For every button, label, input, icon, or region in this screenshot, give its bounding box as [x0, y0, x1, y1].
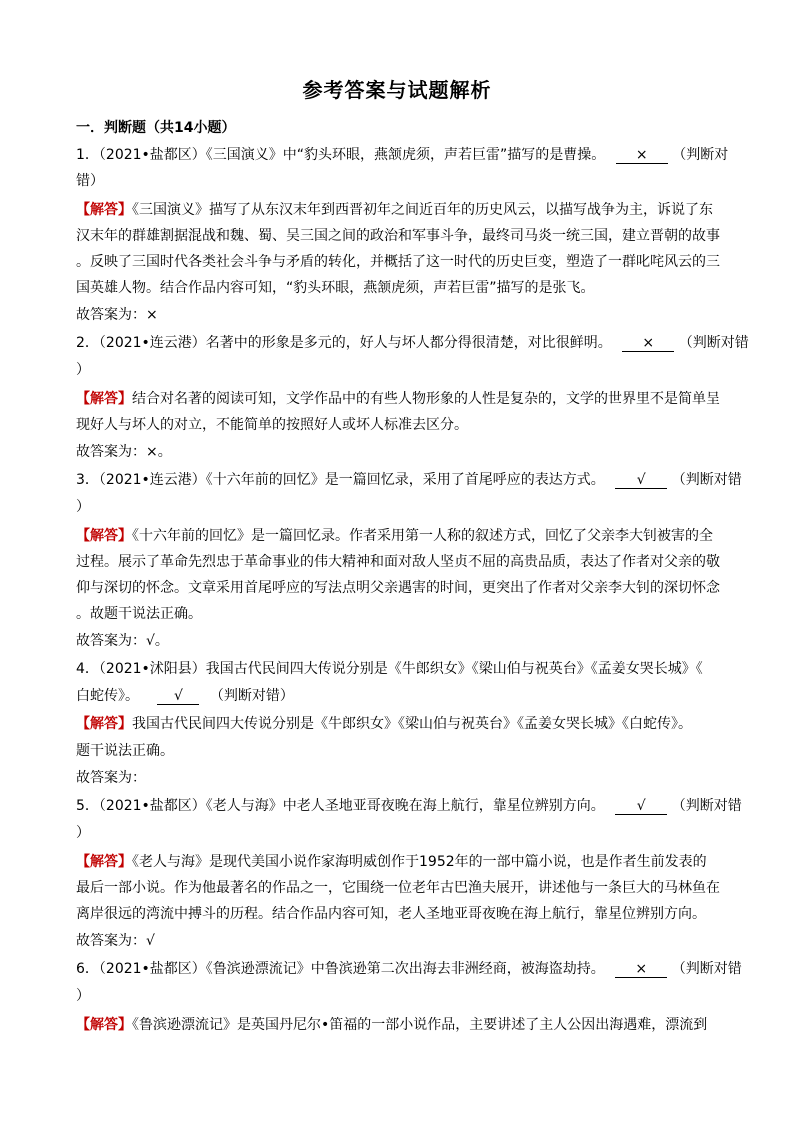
question-1-line-2: 错）: [76, 173, 104, 189]
question-2-solution-line-1: [76, 389, 720, 409]
question-4-solution-line-2: 题干说法正确。: [76, 743, 174, 759]
question-6-line-2: ）: [76, 988, 90, 1004]
question-3-answer-blank: √: [615, 472, 667, 489]
question-3-solution-line-3: 仰与深切的怀念。文章采用首尾呼应的写法点明父亲遇害的时间，更突出了作者对父亲李大钊的深切怀念: [76, 580, 720, 596]
question-3-line-1: [76, 470, 742, 490]
question-1-answer-blank: ×: [616, 147, 668, 164]
question-6-solution-line-1: [76, 1015, 707, 1035]
question-5-solution-line-3: 离岸很远的湾流中搏斗的历程。结合作品内容可知，老人圣地亚哥夜晚在海上航行，靠星位辨别方向。: [76, 906, 706, 922]
question-3-answer-line: 故答案为：√。: [76, 633, 169, 649]
question-5-suffix: （判断对错: [671, 798, 742, 814]
question-1-solution-line-1: [76, 200, 713, 220]
section-title: 一．判断题（共14小题）: [76, 120, 236, 136]
question-2-answer-blank: ×: [622, 335, 674, 352]
question-1-solution-line-3: 。反映了三国时代各类社会斗争与矛盾的转化，并概括了这一时代的历史巨变，塑造了一群叱咤风云的三: [76, 254, 720, 270]
question-2-solution-line-2: 现好人与坏人的对立，不能简单的按照好人或坏人标准去区分。: [76, 417, 468, 433]
question-5-answer-line: 故答案为：√: [76, 933, 155, 949]
question-4-suffix: （判断对错）: [209, 688, 294, 704]
question-2-line-2: ）: [76, 362, 90, 378]
question-6-suffix: （判断对错: [671, 961, 742, 977]
solution-label: 【解答】: [76, 854, 132, 870]
question-3-solution-line-1: [76, 526, 713, 546]
question-3-suffix: （判断对错: [671, 472, 742, 488]
question-1-solution-line-2: 汉末年的群雄割据混战和魏、蜀、吴三国之间的政治和军事斗争，最终司马炎一统三国，建立晋朝的故事: [76, 228, 720, 244]
solution-label: 【解答】: [76, 391, 132, 407]
solution-text: 结合对名著的阅读可知，文学作品中的有些人物形象的人性是复杂的，文学的世界里不是简单呈: [132, 391, 720, 407]
solution-text: 我国古代民间四大传说分别是《牛郎织女》《梁山伯与祝英台》《孟姜女哭长城》《白蛇传》。: [132, 716, 692, 732]
solution-label: 【解答】: [76, 528, 132, 544]
question-3-line-2: ）: [76, 499, 90, 515]
question-1-solution-line-4: 国英雄人物。结合作品内容可知，“豹头环眼，燕颔虎须，声若巨雷”描写的是张飞。: [76, 280, 595, 296]
solution-text: 《鲁滨逊漂流记》是英国丹尼尔•笛福的一部小说作品，主要讲述了主人公因出海遇难，漂流到: [132, 1017, 708, 1033]
question-5-solution-line-2: 最后一部小说。作为他最著名的作品之一，它围绕一位老年古巴渔夫展开，讲述他与一条巨大的马林鱼在: [76, 880, 720, 896]
question-4-solution-line-1: [76, 714, 692, 734]
question-4-line-1: 4．（2021•沭阳县）我国古代民间四大传说分别是《牛郎织女》《梁山伯与祝英台》《孟姜女哭长城》《: [76, 661, 703, 677]
solution-text: 《三国演义》描写了从东汉末年到西晋初年之间近百年的历史风云，以描写战争为主，诉说了东: [132, 202, 713, 218]
question-4-line-2: [76, 686, 294, 706]
question-5-line-2: ）: [76, 825, 90, 841]
page-title: 参考答案与试题解析: [302, 78, 492, 102]
question-5-text: 5．（2021•盐都区）《老人与海》中老人圣地亚哥夜晚在海上航行，靠星位辨别方向。: [76, 798, 605, 814]
question-2-line-1: [76, 333, 749, 353]
solution-label: 【解答】: [76, 1017, 132, 1033]
question-6-text: 6．（2021•盐都区）《鲁滨逊漂流记》中鲁滨逊第二次出海去非洲经商，被海盗劫持。: [76, 961, 605, 977]
question-1-suffix: （判断对: [672, 147, 729, 163]
question-1-answer-line: 故答案为：×: [76, 307, 158, 323]
question-4-text-end: 白蛇传》。: [76, 688, 139, 704]
question-2-suffix: （判断对错: [678, 335, 749, 351]
question-1-text: 1．（2021•盐都区）《三国演义》中“豹头环眼，燕颔虎须，声若巨雷”描写的是曹操。: [76, 147, 606, 163]
question-6-answer-blank: ×: [615, 961, 667, 978]
solution-text: 《十六年前的回忆》是一篇回忆录。作者采用第一人称的叙述方式，回忆了父亲李大钊被害的全: [132, 528, 713, 544]
question-2-answer-line: 故答案为：×。: [76, 444, 172, 460]
question-5-answer-blank: √: [615, 798, 667, 815]
question-3-solution-line-4: 。故题干说法正确。: [76, 606, 202, 622]
question-1-line-1: [76, 145, 728, 165]
question-4-answer-blank: √: [157, 688, 199, 705]
solution-text: 《老人与海》是现代美国小说作家海明威创作于1952年的一部中篇小说，也是作者生前发表的: [132, 854, 707, 870]
question-4-answer-line: 故答案为：: [76, 770, 146, 786]
question-5-solution-line-1: [76, 852, 707, 872]
question-2-text: 2．（2021•连云港）名著中的形象是多元的，好人与坏人都分得很清楚，对比很鲜明。: [76, 335, 612, 351]
question-3-solution-line-2: 过程。展示了革命先烈忠于革命事业的伟大精神和面对敌人坚贞不屈的高贵品质，表达了作者对父亲的敬: [76, 554, 720, 570]
question-5-line-1: [76, 796, 742, 816]
solution-label: 【解答】: [76, 202, 132, 218]
question-3-text: 3．（2021•连云港）《十六年前的回忆》是一篇回忆录，采用了首尾呼应的表达方式。: [76, 472, 605, 488]
question-6-line-1: [76, 959, 742, 979]
solution-label: 【解答】: [76, 716, 132, 732]
